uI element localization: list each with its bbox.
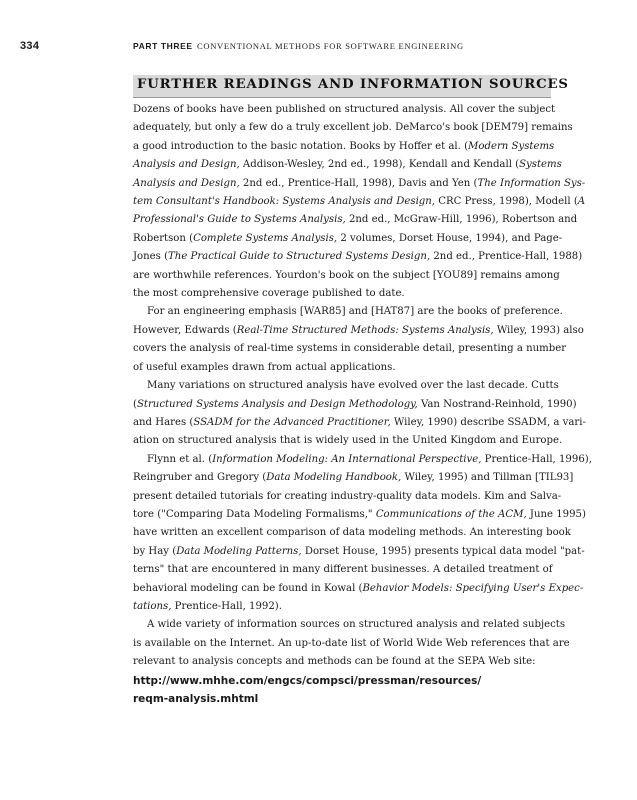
text-run: Wiley, 1995) and Tillman [TIL93] [401, 472, 574, 484]
text-line [133, 580, 584, 598]
italic-title: The Practical Guide to Structured Systems Design, [168, 251, 431, 263]
section-header-bar [133, 75, 569, 98]
text-line [133, 175, 586, 193]
part-title: CONVENTIONAL METHODS FOR SOFTWARE ENGINEERING [197, 41, 464, 51]
text-run: present detailed tutorials for creating industry-quality data models. Kim and Salva- [133, 490, 562, 502]
text-line [133, 396, 577, 414]
text-line [133, 414, 586, 432]
italic-title: Real-Time Structured Methods: Systems Analysis, [236, 324, 494, 336]
text-line [133, 359, 551, 377]
text-line [133, 303, 563, 321]
text-line [133, 561, 551, 579]
text-run: 2nd ed., Prentice-Hall, 1998), Davis and Yen ( [239, 177, 478, 189]
italic-title: Data Modeling Handbook, [266, 472, 402, 484]
text-line [133, 285, 551, 303]
text-run: Wiley, 1993) also [493, 324, 584, 336]
text-run: ( [133, 398, 137, 410]
text-run: Addison-Wesley, 2nd ed., 1998), Kendall and Kendall ( [239, 159, 520, 171]
italic-title: Modern Systems [468, 140, 555, 152]
italic-title: Analysis and Design, [133, 159, 240, 171]
text-run: by Hay ( [133, 545, 177, 557]
text-line [133, 469, 574, 487]
italic-title: SSADM for the Advanced Practitioner, [193, 416, 391, 428]
text-run: of useful examples drawn from actual applications. [133, 361, 396, 373]
italic-title: Data Modeling Patterns, [176, 545, 302, 557]
italic-title: Analysis and Design, [133, 177, 240, 189]
text-run: behavioral modeling can be found in Kowal ( [133, 582, 363, 594]
text-line [133, 432, 563, 450]
text-line [133, 101, 556, 119]
text-line [133, 340, 567, 358]
italic-title: Complete Systems Analysis, [193, 232, 338, 244]
text-run: Flynn et al. ( [147, 453, 213, 465]
text-line [133, 119, 573, 137]
text-run: have written an excellent comparison of data modeling methods. An interesting book [133, 527, 571, 539]
italic-title: Systems [519, 159, 562, 171]
text-run: the most comprehensive coverage published to date. [133, 288, 405, 300]
sepa-url-link[interactable] [133, 672, 551, 690]
text-line [133, 598, 551, 616]
text-run: adequately, but only a few do a truly excellent job. DeMarco's book [DEM79] remains [133, 122, 573, 134]
text-line [133, 616, 566, 634]
text-run: June 1995) [526, 508, 586, 520]
text-line [133, 524, 571, 542]
text-run: Dozens of books have been published on structured analysis. All cover the subject [133, 104, 556, 115]
text-run: are worthwhile references. Yourdon's book on the subject [YOU89] remains among [133, 269, 560, 281]
text-run: reqm-analysis.mhtml [133, 693, 259, 705]
text-run: http://www.mhhe.com/engcs/compsci/pressman/resources/ [133, 674, 482, 687]
text-run: Prentice-Hall, 1996), [481, 453, 592, 465]
text-run: For an engineering emphasis [WAR85] and [HAT87] are the books of preference. [147, 306, 563, 318]
italic-title: The Information Sys- [477, 177, 586, 189]
text-run: However, Edwards ( [133, 324, 237, 336]
italic-title: Communications of the ACM, [375, 508, 527, 520]
text-run: and Hares ( [133, 416, 194, 428]
italic-title: Behavior Models: Specifying User's Expec- [362, 582, 584, 594]
text-line [133, 488, 562, 506]
running-head [20, 40, 617, 56]
text-run: Robertson ( [133, 232, 194, 244]
text-line [133, 377, 559, 395]
text-run: 2nd ed., McGraw-Hill, 1996), Robertson and [345, 214, 578, 226]
text-run: Wiley, 1990) describe SSADM, a vari- [390, 416, 586, 428]
text-run: 2nd ed., Prentice-Hall, 1988) [430, 251, 583, 263]
text-run: Reingruber and Gregory ( [133, 472, 267, 484]
text-run: Prentice-Hall, 1992). [171, 600, 282, 612]
text-run: Jones ( [133, 251, 169, 263]
text-line [133, 248, 583, 266]
italic-title: Information Modeling: An International Perspective, [212, 453, 482, 465]
section-title: FURTHER READINGS AND INFORMATION SOURCES [137, 77, 569, 92]
italic-title: Structured Systems Analysis and Design Methodology, [136, 398, 418, 410]
text-line [133, 543, 585, 561]
text-line [133, 322, 584, 340]
italic-title: Professional's Guide to Systems Analysis, [133, 214, 346, 226]
text-run: Many variations on structured analysis have evolved over the last decade. Cutts [147, 380, 559, 392]
text-run: Van Nostrand-Reinhold, 1990) [417, 398, 577, 410]
text-line [133, 267, 560, 285]
text-line [133, 211, 578, 229]
part-label: PART THREE [133, 41, 193, 51]
text-run: Dorset House, 1995) presents typical data model "pat- [301, 545, 585, 557]
body-text [133, 101, 592, 708]
text-run: relevant to analysis concepts and methods can be found at the SEPA Web site: [133, 656, 536, 668]
text-run: is available on the Internet. An up-to-date list of World Wide Web references that are [133, 637, 570, 649]
text-run: CRC Press, 1998), Modell ( [435, 196, 578, 208]
text-run: terns" that are encountered in many different businesses. A detailed treatment of [133, 564, 553, 576]
text-run: a good introduction to the basic notation. Books by Hoffer et al. ( [133, 140, 469, 152]
text-line [133, 653, 551, 671]
text-line [133, 193, 586, 211]
text-line [133, 230, 563, 248]
page-number: 334 [20, 40, 40, 52]
text-line [133, 506, 586, 524]
text-line [133, 451, 592, 469]
italic-title: tations, [133, 600, 172, 612]
text-run: A wide variety of information sources on structured analysis and related subjects [147, 619, 566, 631]
text-run: 2 volumes, Dorset House, 1994), and Page- [337, 232, 563, 244]
text-line [133, 635, 570, 653]
text-line [133, 138, 555, 156]
text-run: ation on structured analysis that is widely used in the United Kingdom and Europe. [133, 435, 563, 447]
sepa-url-link[interactable] [133, 690, 551, 708]
text-run: covers the analysis of real-time systems in considerable detail, presenting a number [133, 343, 567, 355]
italic-title: tem Consultant's Handbook: Systems Analysis and Design, [133, 196, 436, 208]
text-line [133, 156, 562, 174]
italic-title: A [577, 196, 586, 208]
text-run: tore ("Comparing Data Modeling Formalisms," [133, 508, 376, 520]
